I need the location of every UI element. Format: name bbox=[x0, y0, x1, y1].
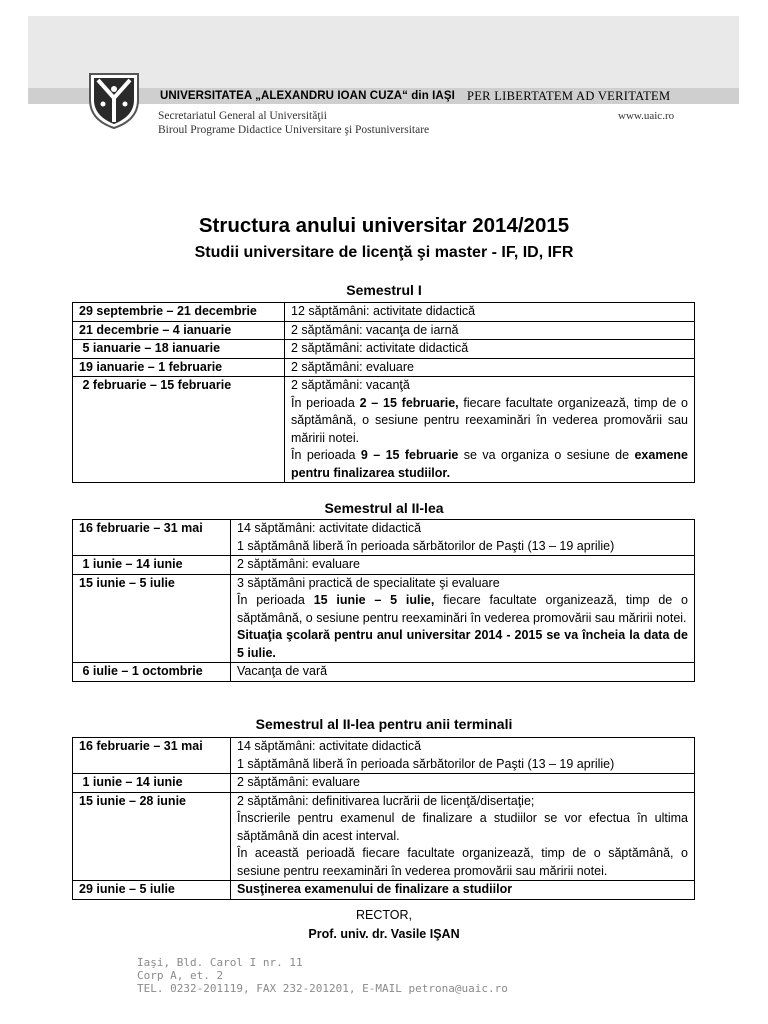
activity-cell: 14 săptămâni: activitate didactică 1 săptămână liberă în perioada sărbătorilor de Paşti (13 – 19 aprilie) bbox=[231, 738, 695, 774]
university-motto: PER LIBERTATEM AD VERITATEM bbox=[467, 89, 671, 103]
activity-cell: Vacanţa de vară bbox=[231, 663, 695, 682]
table-row bbox=[73, 303, 695, 322]
semester-2-table bbox=[72, 519, 695, 682]
office-label: Biroul Programe Didactice Universitare şi Postuniversitare bbox=[158, 124, 430, 136]
activity-cell: 2 săptămâni: evaluare bbox=[231, 556, 695, 575]
period-cell: 29 septembrie – 21 decembrie bbox=[73, 303, 285, 322]
table-row bbox=[73, 321, 695, 340]
activity-cell: 3 săptămâni practică de specialitate şi evaluare În perioada 15 iunie – 5 iulie, fiecare facultate organizează, timp de o săptămână, o sesiune pentru reexaminări în vederea promovării sau măririi notei. Situaţia şcolară pentru anul universitar 2014 - 2015 se va încheia la data de 5 iulie. bbox=[231, 574, 695, 663]
activity-cell: Susţinerea examenului de finalizare a studiilor bbox=[231, 881, 695, 900]
rector-name: Prof. univ. dr. Vasile IŞAN bbox=[308, 927, 460, 941]
period-cell: 5 ianuarie – 18 ianuarie bbox=[73, 340, 285, 359]
footer-address-line-1: Iaşi, Bld. Carol I nr. 11 bbox=[137, 956, 303, 969]
activity-cell: 2 săptămâni: evaluare bbox=[231, 774, 695, 793]
semester-1-table bbox=[72, 302, 695, 483]
table-row bbox=[73, 340, 695, 359]
period-cell: 29 iunie – 5 iulie bbox=[73, 881, 231, 900]
activity-cell: 2 săptămâni: definitivarea lucrării de licenţă/disertaţie; Înscrierile pentru examenul de finalizare a studiilor se vor efectua în ultima săptămână din acest interval. În această perioadă fiecare facultate organizează, timp de o săptămână, o sesiune pentru reexaminări în vederea promovării sau măririi notei. bbox=[231, 792, 695, 881]
period-cell: 16 februarie – 31 mai bbox=[73, 520, 231, 556]
footer-address-line-2: Corp A, et. 2 bbox=[137, 969, 224, 982]
activity-cell: 2 săptămâni: vacanţă În perioada 2 – 15 februarie, fiecare facultate organizează, timp de o săptămână, o sesiune pentru reexaminări în vederea promovării sau măririi notei. În perioada 9 – 15 februarie se va organiza o sesiune de examene pentru finalizarea studiilor. bbox=[285, 377, 695, 483]
table-row bbox=[73, 358, 695, 377]
table-row bbox=[73, 520, 695, 556]
table-row bbox=[73, 556, 695, 575]
semester-2-final-table bbox=[72, 737, 695, 900]
period-cell: 16 februarie – 31 mai bbox=[73, 738, 231, 774]
activity-cell: 2 săptămâni: activitate didactică bbox=[285, 340, 695, 359]
activity-cell: 14 săptămâni: activitate didactică 1 săptămână liberă în perioada sărbătorilor de Paşti (13 – 19 aprilie) bbox=[231, 520, 695, 556]
footer-contact-line: TEL. 0232-201119, FAX 232-201201, E-MAIL petrona@uaic.ro bbox=[137, 982, 508, 995]
period-cell: 1 iunie – 14 iunie bbox=[73, 774, 231, 793]
table-row bbox=[73, 738, 695, 774]
website-link[interactable]: www.uaic.ro bbox=[618, 110, 675, 122]
activity-cell: 2 săptămâni: evaluare bbox=[285, 358, 695, 377]
table-row bbox=[73, 792, 695, 881]
semester-1-heading: Semestrul I bbox=[346, 282, 422, 298]
period-cell: 6 iulie – 1 octombrie bbox=[73, 663, 231, 682]
semester-2-heading: Semestrul al II-lea bbox=[324, 500, 444, 516]
page-title: Structura anului universitar 2014/2015 bbox=[198, 214, 570, 237]
university-name: UNIVERSITATEA „ALEXANDRU IOAN CUZA“ din IAŞI bbox=[160, 90, 455, 102]
period-cell: 15 iunie – 28 iunie bbox=[73, 792, 231, 881]
period-cell: 19 ianuarie – 1 februarie bbox=[73, 358, 285, 377]
table-row bbox=[73, 574, 695, 663]
table-row bbox=[73, 663, 695, 682]
activity-cell: 12 săptămâni: activitate didactică bbox=[285, 303, 695, 322]
table-row bbox=[73, 377, 695, 483]
period-cell: 2 februarie – 15 februarie bbox=[73, 377, 285, 483]
table-row bbox=[73, 881, 695, 900]
semester-2-final-heading: Semestrul al II-lea pentru anii terminali bbox=[255, 716, 513, 732]
activity-cell: 2 săptămâni: vacanţa de iarnă bbox=[285, 321, 695, 340]
period-cell: 21 decembrie – 4 ianuarie bbox=[73, 321, 285, 340]
rector-label: RECTOR, bbox=[355, 908, 413, 922]
table-row bbox=[73, 774, 695, 793]
period-cell: 15 iunie – 5 iulie bbox=[73, 574, 231, 663]
university-crest-icon bbox=[84, 70, 144, 130]
secretariat-label: Secretariatul General al Universităţii bbox=[158, 110, 327, 122]
period-cell: 1 iunie – 14 iunie bbox=[73, 556, 231, 575]
page-subtitle: Studii universitare de licenţă şi master - IF, ID, IFR bbox=[194, 244, 574, 261]
